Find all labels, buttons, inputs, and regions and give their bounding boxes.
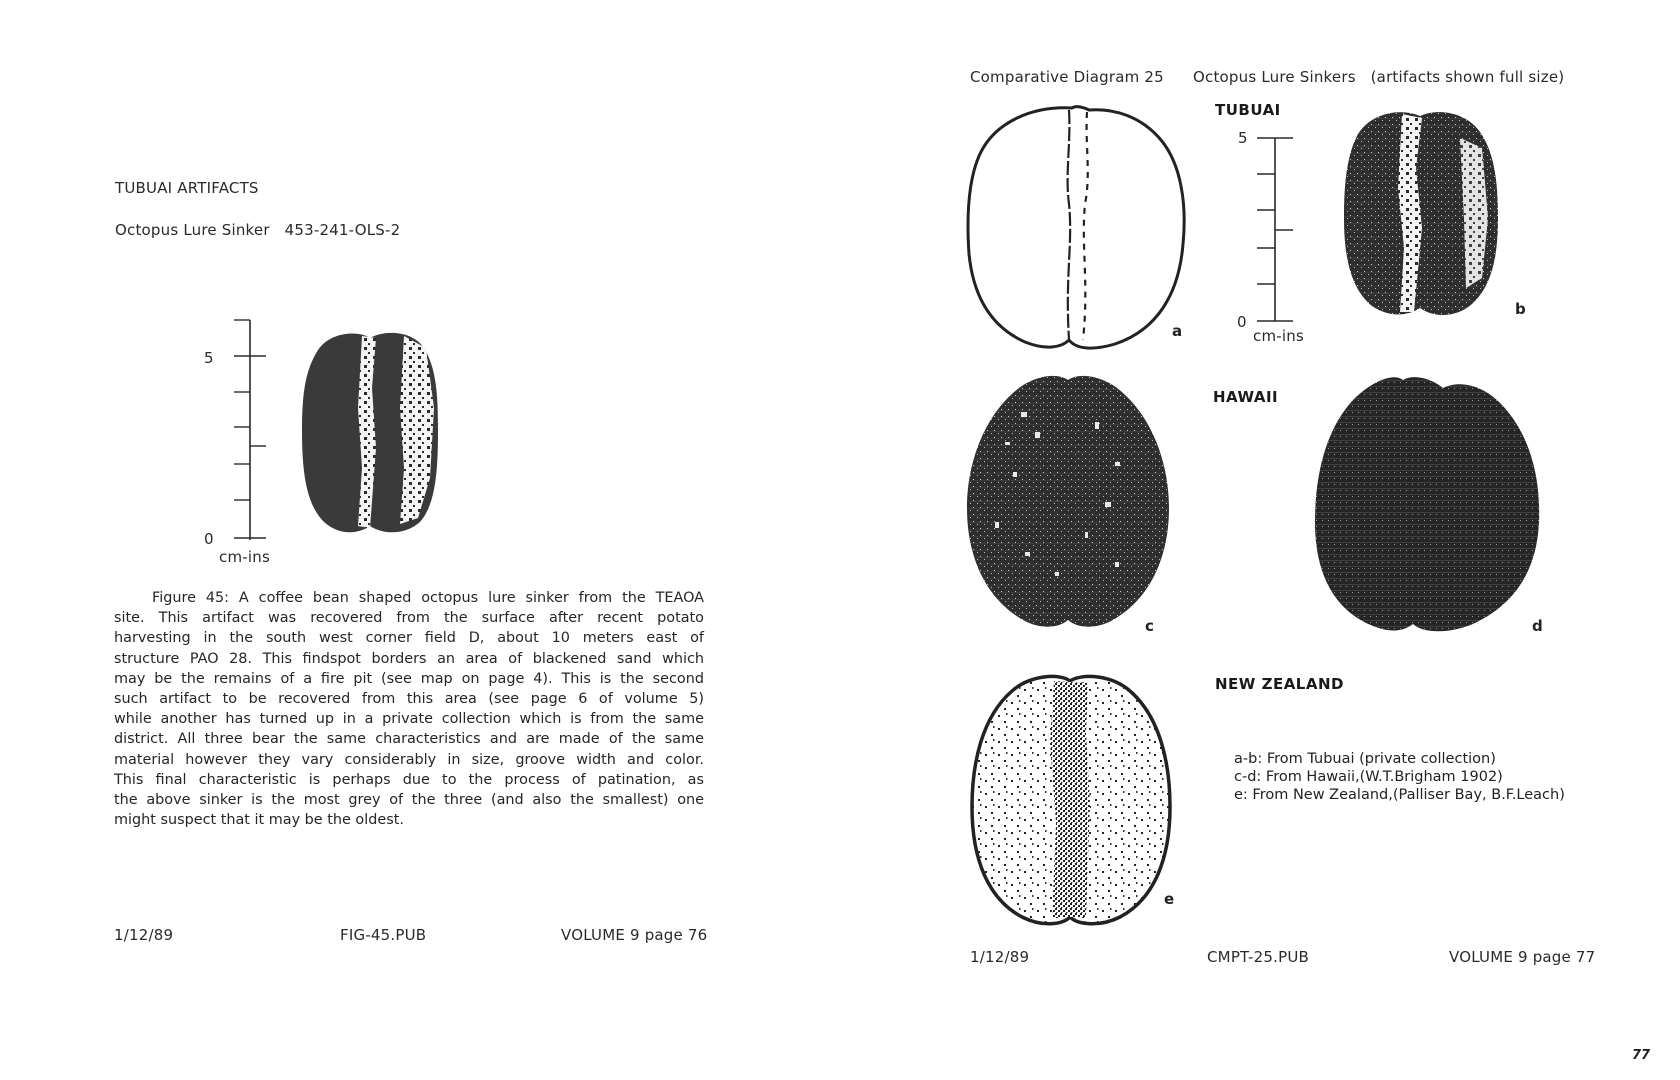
artifact-d-illustration [1313, 372, 1543, 637]
footer-date: 1/12/89 [114, 926, 174, 944]
legend-entry-a-b: a-b: From Tubuai (private collection) [1234, 751, 1496, 767]
caption-line: the above sinker is the most grey of the three (and also the smallest) one [114, 792, 704, 809]
footer-page-number: VOLUME 9 page 76 [561, 926, 708, 944]
caption-line: may be the remains of a fire pit (see map on page 4). This is the second [114, 670, 704, 687]
diagram-title: Comparative Diagram 25 [970, 68, 1164, 86]
scale-label-bottom: 0 [204, 530, 214, 548]
figure-label-c: c [1145, 617, 1154, 635]
scale-label-top: 5 [204, 349, 214, 367]
artifact-b-illustration [1342, 108, 1502, 323]
region-label-hawaii: HAWAII [1213, 388, 1279, 406]
scale-label-bottom-right: 0 [1237, 313, 1247, 331]
diagram-subtitle: Octopus Lure Sinkers (artifacts shown full size) [1193, 68, 1565, 86]
artifact-sinker-illustration [300, 328, 440, 538]
footer-filename-right: CMPT-25.PUB [1207, 948, 1310, 966]
caption-line: site. This artifact was recovered from the surface after recent potato [114, 610, 704, 627]
scale-label-top-right: 5 [1238, 129, 1248, 147]
region-label-tubuai: TUBUAI [1215, 101, 1281, 119]
legend-entry-e: e: From New Zealand,(Palliser Bay, B.F.Leach) [1234, 787, 1565, 803]
scale-unit-label: cm-ins [219, 548, 270, 566]
corner-page-number: 77 [1632, 1048, 1651, 1063]
region-label-new-zealand: NEW ZEALAND [1215, 675, 1344, 693]
footer-filename: FIG-45.PUB [340, 926, 427, 944]
caption-line: such artifact to be recovered from this area (see page 6 of volume 5) [114, 691, 704, 708]
artifact-a-outline-drawing [965, 104, 1190, 354]
caption-line: while another has turned up in a private collection which is from the same [114, 711, 704, 728]
caption-line: district. All three bear the same characteristics and are made of the same [114, 731, 704, 748]
caption-line: This final characteristic is perhaps due to the process of patination, as [114, 771, 704, 788]
figure-label-d: d [1532, 617, 1543, 635]
footer-date-right: 1/12/89 [970, 948, 1030, 966]
scale-bar-right [1245, 138, 1305, 328]
caption-line: might suspect that it may be the oldest. [114, 812, 404, 829]
figure-label-a: a [1172, 322, 1183, 340]
figure-label-b: b [1515, 300, 1526, 318]
scale-unit-label-right: cm-ins [1253, 327, 1304, 345]
caption-line: Figure 45: A coffee bean shaped octopus lure sinker from the TEAOA [152, 590, 704, 606]
section-title: TUBUAI ARTIFACTS [115, 179, 259, 197]
caption-line: harvesting in the south west corner field D, about 10 meters east of [114, 630, 704, 647]
figure-caption [114, 588, 704, 830]
figure-label-e: e [1164, 890, 1175, 908]
caption-line: structure PAO 28. This findspot borders an area of blackened sand which [114, 650, 704, 667]
figure-legend [1234, 750, 1565, 804]
legend-entry-c-d: c-d: From Hawaii,(W.T.Brigham 1902) [1234, 769, 1503, 785]
artifact-subtitle: Octopus Lure Sinker 453-241-OLS-2 [115, 221, 401, 239]
artifact-e-illustration [970, 673, 1175, 928]
artifact-c-illustration [965, 372, 1175, 632]
caption-line: material however they vary considerably in size, groove width and color. [114, 751, 704, 768]
footer-page-number-right: VOLUME 9 page 77 [1449, 948, 1596, 966]
